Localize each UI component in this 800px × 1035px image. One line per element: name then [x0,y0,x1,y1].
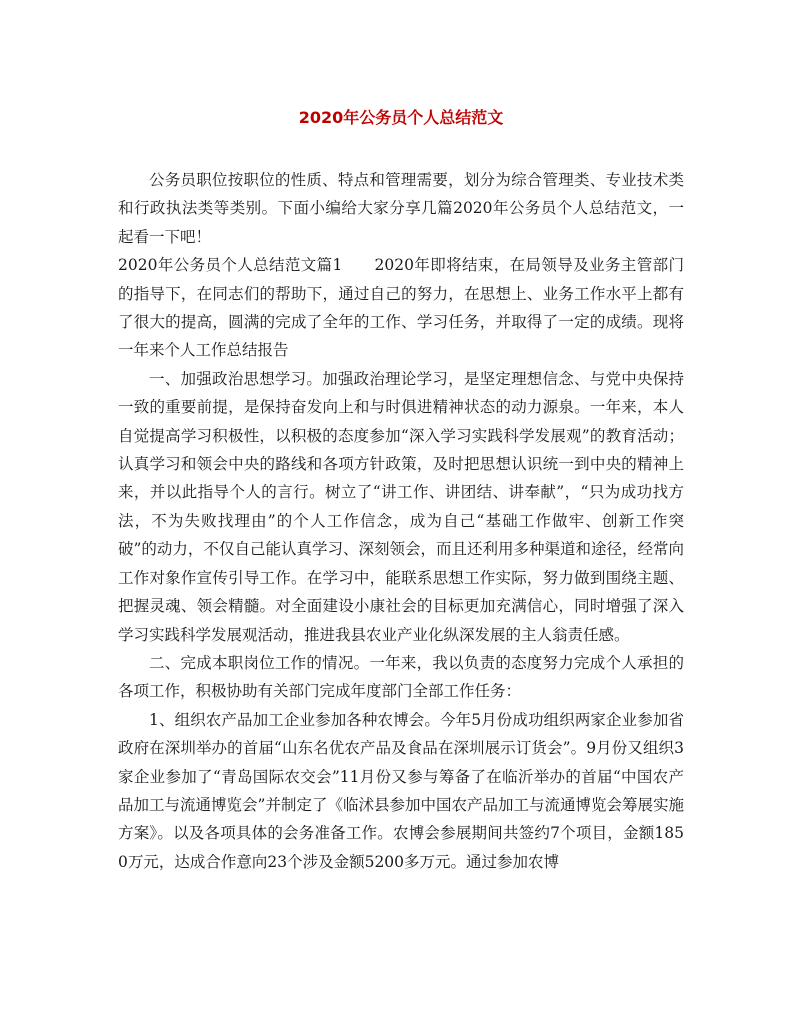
paragraph-section-1: 一、加强政治思想学习。加强政治理论学习，是坚定理想信念、与党中央保持一致的重要前提，是保持奋发向上和与时俱进精神状态的动力源泉。一年来，本人自觉提高学习积极性，以积极的态度参加“深入学习实践科学发展观”的教育活动；认真学习和领会中央的路线和各项方针政策，及时把思想认识统一到中央的精神上来，并以此指导个人的言行。树立了“讲工作、讲团结、讲奉献”，“只为成功找方法，不为失败找理由”的个人工作信念，成为自己“基础工作做牢、创新工作突破”的动力，不仅自己能认真学习、深刻领会，而且还利用多种渠道和途径，经常向工作对象作宣传引导工作。在学习中，能联系思想工作实际，努力做到围绕主题、把握灵魂、领会精髓。对全面建设小康社会的目标更加充满信心，同时增强了深入学习实践科学发展观活动，推进我县农业产业化纵深发展的主人翁责任感。 [118,369,684,644]
paragraph-item-1: 1、组织农产品加工企业参加各种农博会。今年5月份成功组织两家企业参加省政府在深圳举办的首届“山东名优农产品及食品在深圳展示订货会”。9月份又组织3家企业参加了“青岛国际农交会”11月份又参与筹备了在临沂举办的首届“中国农产品加工与流通博览会”并制定了《临沭县参加中国农产品加工与流通博览会筹展实施方案》。以及各项具体的会务准备工作。农博会参展期间共签约7个项目，金额1850万元，达成合作意向23个涉及金额5200多万元。通过参加农博 [118,710,684,871]
document-body [118,166,684,876]
paragraph-article-1-heading: 2020年公务员个人总结范文篇1 2020年即将结束，在局领导及业务主管部门的指导下，在同志们的帮助下，通过自己的努力，在思想上、业务工作水平上都有了很大的提高，圆满的完成了全年的工作、学习任务，并取得了一定的成绩。现将一年来个人工作总结报告 [118,256,684,360]
paragraph-section-2: 二、完成本职岗位工作的情况。一年来，我以负责的态度努力完成个人承担的各项工作，积极协助有关部门完成年度部门全部工作任务： [118,653,684,701]
document-title: 2020年公务员个人总结范文 [298,108,504,127]
paragraph-intro: 公务员职位按职位的性质、特点和管理需要，划分为综合管理类、专业技术类和行政执法类等类别。下面小编给大家分享几篇2020年公务员个人总结范文，一起看一下吧！ [118,171,684,246]
